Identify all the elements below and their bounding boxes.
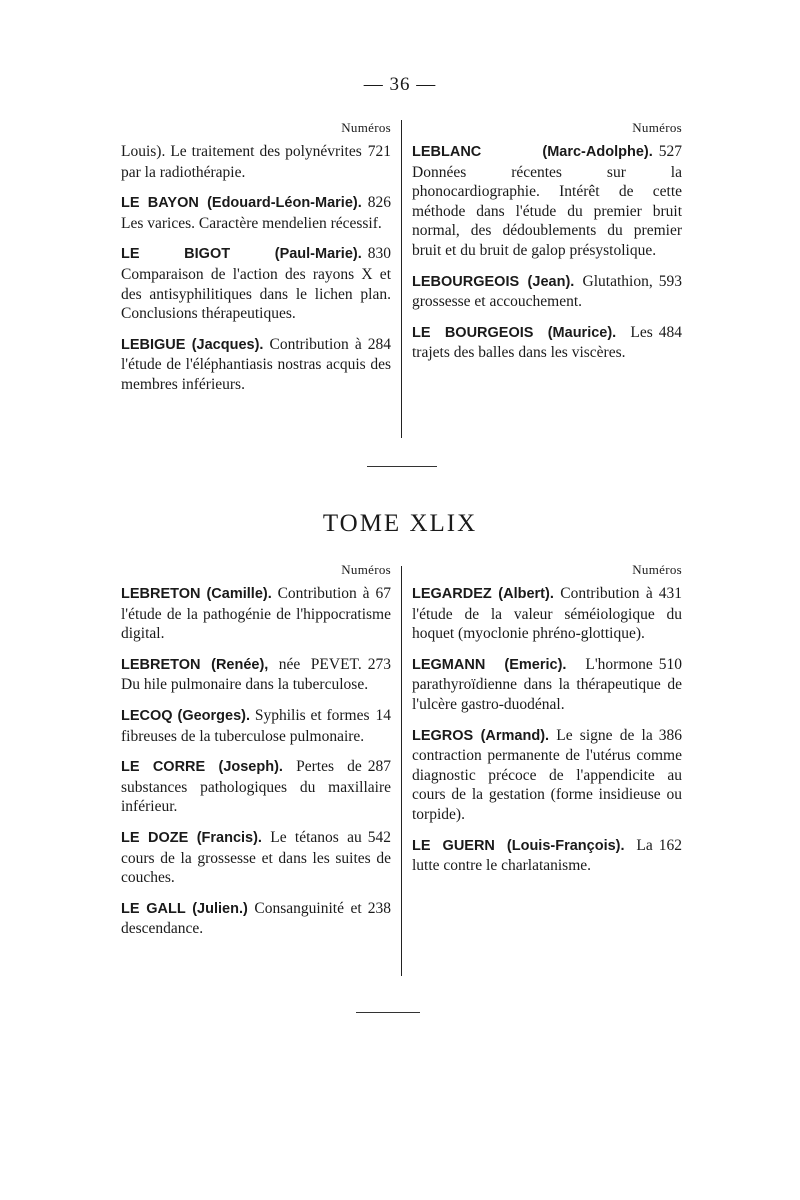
entry-title: Comparaison de l'action des rayons X et des antisyphilitiques dans le lichen plan. Conclusions thérapeutiques. xyxy=(121,265,391,323)
column-label: Numéros xyxy=(341,120,391,135)
entry-title: Glutathion, grossesse et accouchement. xyxy=(412,272,653,311)
end-rule xyxy=(356,1012,420,1013)
entry-number: 273 xyxy=(367,655,391,673)
entry-number: 14 xyxy=(375,706,391,724)
entry-number: 162 xyxy=(658,836,682,854)
entry-number: 510 xyxy=(658,655,682,673)
entry-author: LEBIGUE (Jacques). xyxy=(121,336,264,353)
page-number: — 36 — xyxy=(363,74,437,95)
entry-title: Le signe de la contraction permanente de l'utérus comme diagnostic précoce de l'appendicite au cours de la gestation (forme insidieuse ou torpide). xyxy=(412,726,682,823)
entry-title: Pertes de substances pathologiques du maxillaire inférieur. xyxy=(121,758,391,816)
entry-title: Louis). Le traitement des polynévrites par la radiothérapie. xyxy=(121,143,362,181)
entry-number: 386 xyxy=(658,726,682,744)
entry-number: 284 xyxy=(367,335,391,353)
entry-list xyxy=(412,142,682,363)
top-right-column xyxy=(412,120,682,374)
entry-title: Contribution à l'étude de la pathogénie de l'hippocratisme digital. xyxy=(121,585,391,643)
column-divider xyxy=(401,566,402,976)
entry-author: LE GALL (Julien.) xyxy=(121,900,248,917)
entry-number: 593 xyxy=(658,272,682,290)
entry-list xyxy=(121,142,391,395)
index-entry xyxy=(412,836,682,876)
top-left-column xyxy=(121,120,391,406)
entry-number: 238 xyxy=(367,899,391,917)
entry-title: Le tétanos au cours de la grossesse et dans les suites de couches. xyxy=(121,828,391,887)
entry-number: 527 xyxy=(658,143,682,160)
entry-title: Les trajets des balles dans les viscères. xyxy=(412,323,653,362)
index-entry xyxy=(412,272,682,312)
index-entry xyxy=(412,655,682,715)
index-entry xyxy=(121,899,391,939)
tome-title: TOME XLIX xyxy=(322,510,478,537)
entry-number: 431 xyxy=(658,585,682,602)
entry-author: LECOQ (Georges). xyxy=(121,707,251,724)
entry-number: 721 xyxy=(367,143,391,160)
entry-list xyxy=(412,584,682,876)
entry-title: Les varices. Caractère mendelien récessif. xyxy=(121,214,382,232)
index-entry xyxy=(121,142,391,182)
index-entry xyxy=(121,193,391,233)
entry-author: LE BAYON (Edouard-Léon-Marie). xyxy=(121,195,362,212)
entry-title: Consanguinité et descendance. xyxy=(121,899,362,938)
entry-number: 830 xyxy=(367,245,391,263)
column-label: Numéros xyxy=(632,120,682,135)
entry-author: LE BIGOT (Paul-Marie). xyxy=(121,246,362,263)
bottom-left-column xyxy=(121,562,391,950)
index-entry xyxy=(121,335,391,395)
entry-author: LEGROS (Armand). xyxy=(412,727,550,744)
index-entry xyxy=(121,655,391,695)
index-entry xyxy=(121,828,391,888)
section-rule xyxy=(367,466,437,467)
entry-title: Données récentes sur la phonocardiographie. Intérêt de cette méthode dans l'étude du premier bruit normal, des dédoublements du premier bruit et du bruit de galop présystolique. xyxy=(412,163,682,259)
index-entry xyxy=(121,706,391,746)
column-label: Numéros xyxy=(632,562,682,577)
index-entry xyxy=(412,726,682,825)
entry-list xyxy=(121,584,391,939)
entry-number: 67 xyxy=(375,585,391,602)
entry-author: LE BOURGEOIS (Maurice). xyxy=(412,324,617,341)
column-divider xyxy=(401,120,402,438)
entry-author: LE GUERN (Louis-François). xyxy=(412,837,625,854)
entry-author: LEGMANN (Emeric). xyxy=(412,656,567,673)
index-entry xyxy=(412,323,682,363)
column-label: Numéros xyxy=(341,562,391,577)
index-entry xyxy=(121,244,391,323)
entry-title: La lutte contre le charlatanisme. xyxy=(412,836,653,875)
index-entry xyxy=(412,142,682,261)
entry-author: LEGARDEZ (Albert). xyxy=(412,586,554,602)
entry-title: née PEVET. Du hile pulmonaire dans la tuberculose. xyxy=(121,655,369,694)
entry-author: LEBRETON (Renée), xyxy=(121,656,269,673)
entry-author: LEBLANC (Marc-Adolphe). xyxy=(412,144,653,160)
index-entry xyxy=(121,584,391,644)
entry-title: L'hormone parathyroïdienne dans la thérapeutique de l'ulcère gastro-duodénal. xyxy=(412,655,682,713)
bottom-right-column xyxy=(412,562,682,887)
entry-title: Syphilis et formes fibreuses de la tuberculose pulmonaire. xyxy=(121,706,370,745)
entry-author: LE DOZE (Francis). xyxy=(121,829,262,846)
entry-author: LEBRETON (Camille). xyxy=(121,586,272,602)
entry-number: 287 xyxy=(367,758,391,776)
index-entry xyxy=(121,757,391,817)
entry-title: Contribution à l'étude de l'éléphantiasis nostras acquis des membres inférieurs. xyxy=(121,335,391,393)
entry-number: 484 xyxy=(658,323,682,341)
entry-title: Contribution à l'étude de la valeur séméiologique du hoquet (myoclonie phréno-glottique). xyxy=(412,585,682,643)
entry-author: LEBOURGEOIS (Jean). xyxy=(412,273,575,290)
entry-number: 826 xyxy=(367,194,391,212)
entry-author: LE CORRE (Joseph). xyxy=(121,759,283,776)
index-entry xyxy=(412,584,682,644)
entry-number: 542 xyxy=(367,828,391,846)
